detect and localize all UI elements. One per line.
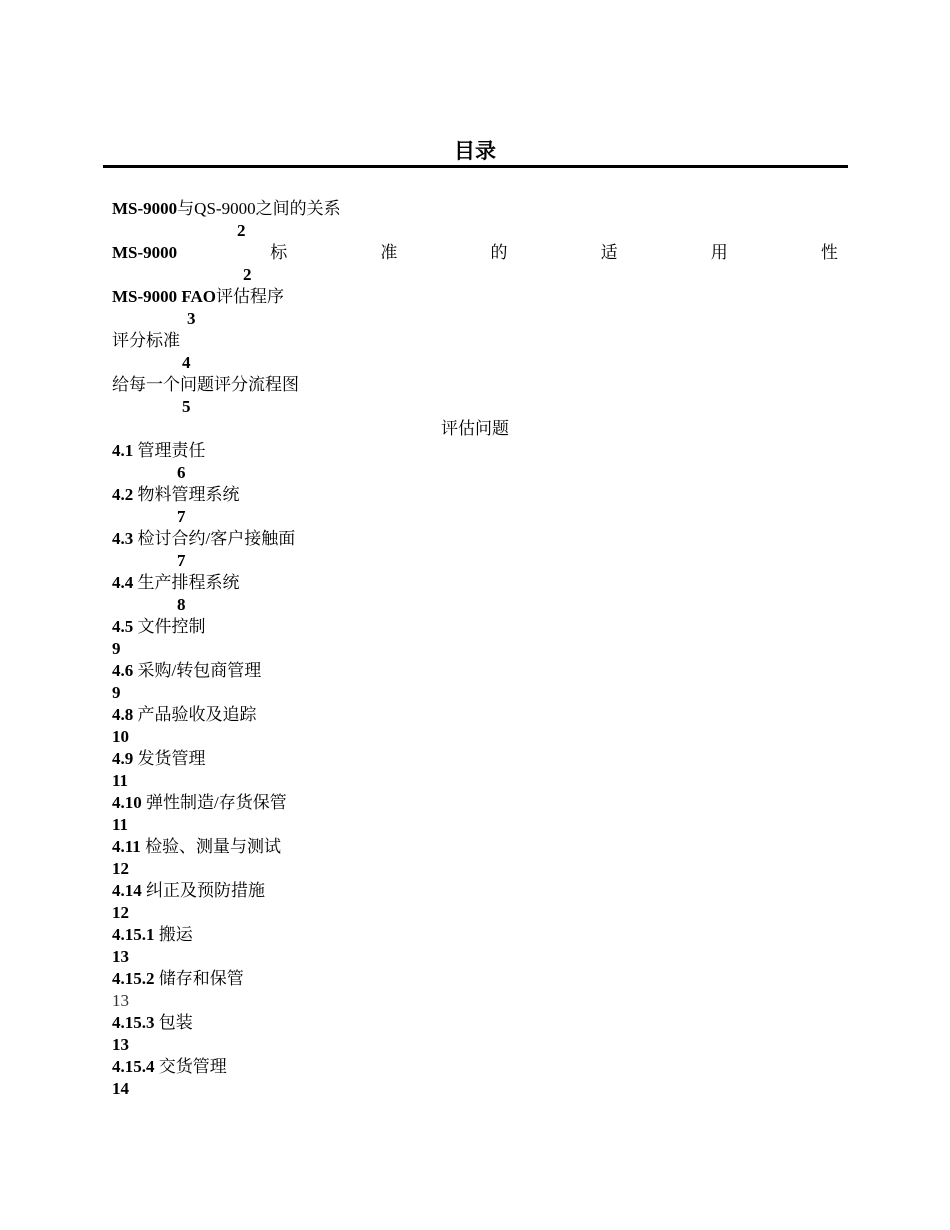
- toc-entry[interactable]: [112, 968, 838, 1012]
- toc-entry-page: 13: [112, 1035, 129, 1054]
- toc-entry[interactable]: [112, 1012, 838, 1056]
- toc-entry-number: 4.8: [112, 705, 138, 724]
- toc-entry-page: 2: [243, 265, 252, 284]
- toc-entry-page: 11: [112, 815, 129, 834]
- toc-section-heading: 评估问题: [441, 419, 509, 438]
- toc-entry[interactable]: [112, 440, 838, 484]
- toc-entry-number: 4.9: [112, 749, 138, 768]
- toc-entry-title: 4.6 采购/转包商管理: [112, 661, 262, 680]
- toc-entry-title: 4.15.1 搬运: [112, 925, 193, 944]
- toc-entry-number: 4.4: [112, 573, 138, 592]
- toc-entry-number: 4.5: [112, 617, 138, 636]
- toc-entry[interactable]: [112, 1056, 838, 1100]
- toc-entry-word: 标: [270, 243, 288, 262]
- toc-entry[interactable]: [112, 374, 838, 418]
- toc-entry-word: 的: [490, 243, 508, 262]
- toc-entry-page: 7: [177, 551, 186, 570]
- table-of-contents: [112, 198, 838, 1100]
- toc-entry-word: 适: [600, 243, 618, 262]
- toc-entry-title: 4.15.2 储存和保管: [112, 969, 244, 988]
- toc-entry-title: 给每一个问题评分流程图: [112, 375, 299, 394]
- toc-entry-page: 12: [112, 903, 129, 922]
- toc-entry[interactable]: [112, 198, 838, 242]
- toc-entry[interactable]: [112, 330, 838, 374]
- toc-entry-page: 4: [182, 353, 191, 372]
- toc-entry[interactable]: [112, 748, 838, 792]
- toc-entry-page: 13: [112, 991, 129, 1010]
- toc-entry-number: 4.6: [112, 661, 138, 680]
- toc-entry-title: 4.4 生产排程系统: [112, 573, 240, 592]
- toc-entry-page: 3: [187, 309, 196, 328]
- toc-entry-title: [112, 242, 838, 264]
- toc-entry[interactable]: [112, 286, 838, 330]
- toc-entry[interactable]: [112, 836, 838, 880]
- toc-entry[interactable]: [112, 484, 838, 528]
- toc-entry-number: 4.15.4: [112, 1057, 159, 1076]
- toc-entry-number: 4.10: [112, 793, 146, 812]
- toc-entry[interactable]: [112, 616, 838, 660]
- toc-entry[interactable]: [112, 704, 838, 748]
- toc-entry-page: 9: [112, 639, 121, 658]
- toc-entry-page: 7: [177, 507, 186, 526]
- toc-entry-word: 准: [380, 243, 398, 262]
- toc-entry[interactable]: [112, 924, 838, 968]
- toc-entry-number: 4.11: [112, 837, 146, 856]
- toc-entry-number: 4.15.2: [112, 969, 159, 988]
- toc-entry-number: 4.15.3: [112, 1013, 159, 1032]
- title-rule: [103, 165, 848, 168]
- toc-entry-page: 5: [182, 397, 191, 416]
- toc-entry-title: MS-9000与QS-9000之间的关系: [112, 199, 341, 218]
- toc-entry-title: 4.3 检讨合约/客户接触面: [112, 529, 296, 548]
- toc-entry[interactable]: [112, 880, 838, 924]
- toc-entry[interactable]: [112, 660, 838, 704]
- toc-entry-number: MS-9000 FAO: [112, 287, 217, 306]
- toc-entry-number: 4.15.1: [112, 925, 159, 944]
- toc-entry-page: 10: [112, 727, 129, 746]
- toc-entry-title: 4.14 纠正及预防措施: [112, 881, 265, 900]
- toc-entry-page: 11: [112, 771, 129, 790]
- toc-entry-word: 用: [710, 243, 728, 262]
- toc-entry-title: 4.5 文件控制: [112, 617, 206, 636]
- toc-entry-number: 4.14: [112, 881, 146, 900]
- toc-entry-title: 4.8 产品验收及追踪: [112, 705, 257, 724]
- toc-entry-number: MS-9000: [112, 199, 178, 218]
- toc-entry-title: MS-9000 FAO评估程序: [112, 287, 285, 306]
- toc-entry[interactable]: [112, 792, 838, 836]
- toc-entry-title: 评分标准: [112, 331, 180, 350]
- toc-entry-page: 8: [177, 595, 186, 614]
- toc-title: 目录: [454, 139, 496, 163]
- toc-entry-page: 2: [237, 221, 246, 240]
- toc-entry-number: 4.2: [112, 485, 138, 504]
- toc-entry-title: 4.9 发货管理: [112, 749, 206, 768]
- toc-entry-title: 4.1 管理责任: [112, 441, 206, 460]
- toc-entry-page: 14: [112, 1079, 129, 1098]
- toc-entry-title: 4.15.3 包装: [112, 1013, 193, 1032]
- toc-entry-title: 4.10 弹性制造/存货保管: [112, 793, 287, 812]
- toc-entry-page: 6: [177, 463, 186, 482]
- toc-entry-page: 12: [112, 859, 129, 878]
- toc-entry[interactable]: [112, 572, 838, 616]
- toc-entry[interactable]: [112, 528, 838, 572]
- toc-entry-word: MS-9000: [112, 243, 178, 262]
- toc-entry-title: 4.2 物料管理系统: [112, 485, 240, 504]
- toc-entry-page: 13: [112, 947, 129, 966]
- toc-entry-title: 4.11 检验、测量与测试: [112, 837, 282, 856]
- toc-entry-page: 9: [112, 683, 121, 702]
- toc-entry-number: 4.3: [112, 529, 138, 548]
- toc-entry-title: 4.15.4 交货管理: [112, 1057, 227, 1076]
- toc-entry[interactable]: [112, 242, 838, 286]
- toc-entry-number: 4.1: [112, 441, 138, 460]
- toc-entry-word: 性: [820, 243, 838, 262]
